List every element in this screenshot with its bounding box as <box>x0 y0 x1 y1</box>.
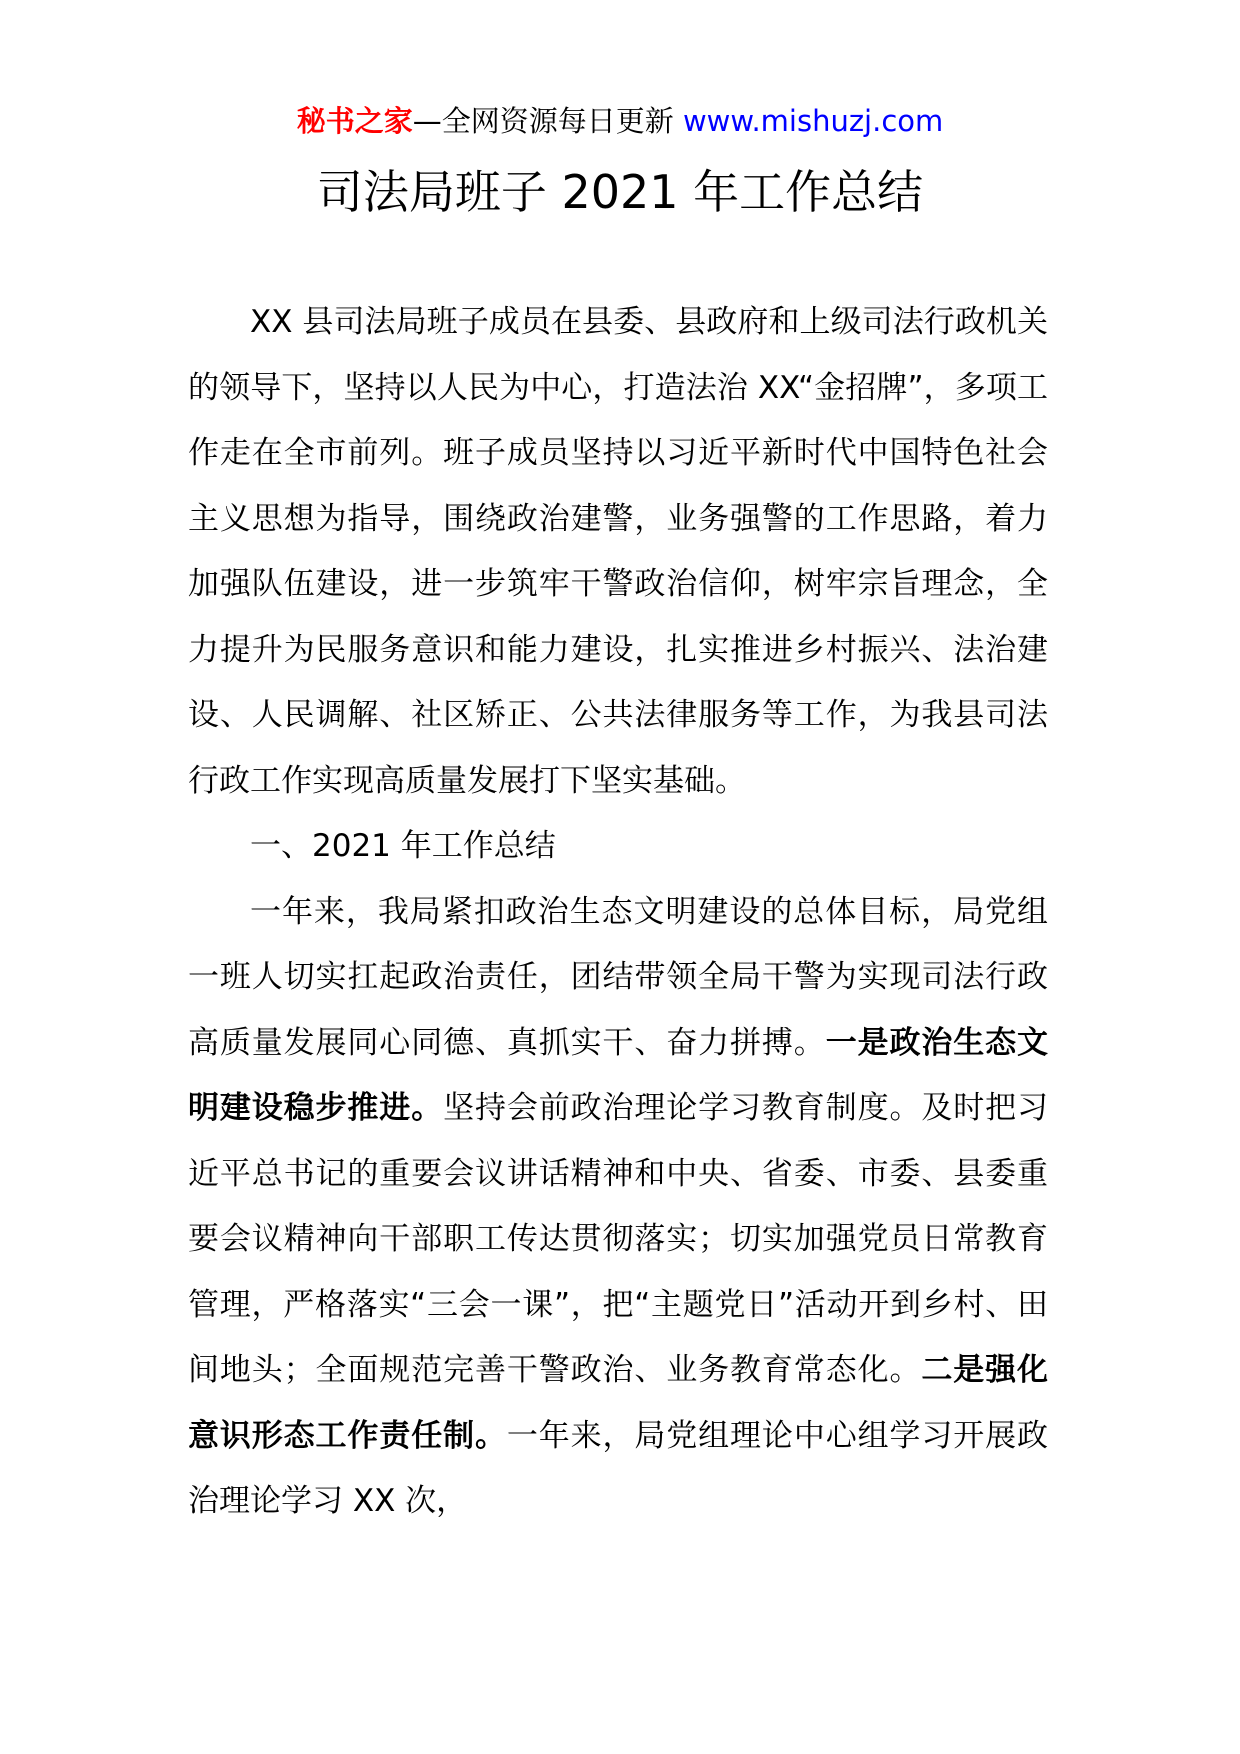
site-banner <box>0 101 1240 141</box>
bold-point-1: 一是政治生态文明建设稳步推进。 <box>188 1024 1049 1126</box>
site-url: www.mishuzj.com <box>682 104 944 138</box>
brand-tagline: —全网资源每日更新 <box>412 104 683 138</box>
document-body <box>188 290 1048 1535</box>
summary-text-a: 一年来，我局紧扣政治生态文明建设的总体目标，局党组一班人切实扛起政治责任，团结带领全局干警为实现司法行政高质量发展同心同德、真抓实干、奋力拼搏。 <box>188 893 1048 1061</box>
summary-text-c: 坚持会前政治理论学习教育制度。及时把习近平总书记的重要会议讲话精神和中央、省委、市委、县委重要会议精神向干部职工传达贯彻落实；切实加强党员日常教育管理，严格落实“三会一课”，把“主题党日”活动开到乡村、田间地头；全面规范完善干警政治、业务教育常态化。 <box>188 1090 1048 1388</box>
intro-paragraph: XX 县司法局班子成员在县委、县政府和上级司法行政机关的领导下，坚持以人民为中心，打造法治 XX“金招牌”，多项工作走在全市前列。班子成员坚持以习近平新时代中国特色社会主义思想为指导，围绕政治建警，业务强警的工作思路，着力加强队伍建设，进一步筑牢干警政治信仰，树牢宗旨理念，全力提升为民服务意识和能力建设，扎实推进乡村振兴、法治建设、人民调解、社区矫正、公共法律服务等工作，为我县司法行政工作实现高质量发展打下坚实基础。 <box>188 304 1048 799</box>
summary-paragraph <box>188 880 1048 1535</box>
section-heading: 一、2021 年工作总结 <box>250 828 556 864</box>
brand-name: 秘书之家 <box>296 104 413 138</box>
bold-point-2: 二是强化意识形态工作责任制。 <box>188 1352 1048 1454</box>
summary-text-d: 一年来，局党组理论中心组学习开展政治理论学习 XX 次， <box>188 1417 1049 1519</box>
document-title: 司法局班子 2021 年工作总结 <box>316 165 924 219</box>
